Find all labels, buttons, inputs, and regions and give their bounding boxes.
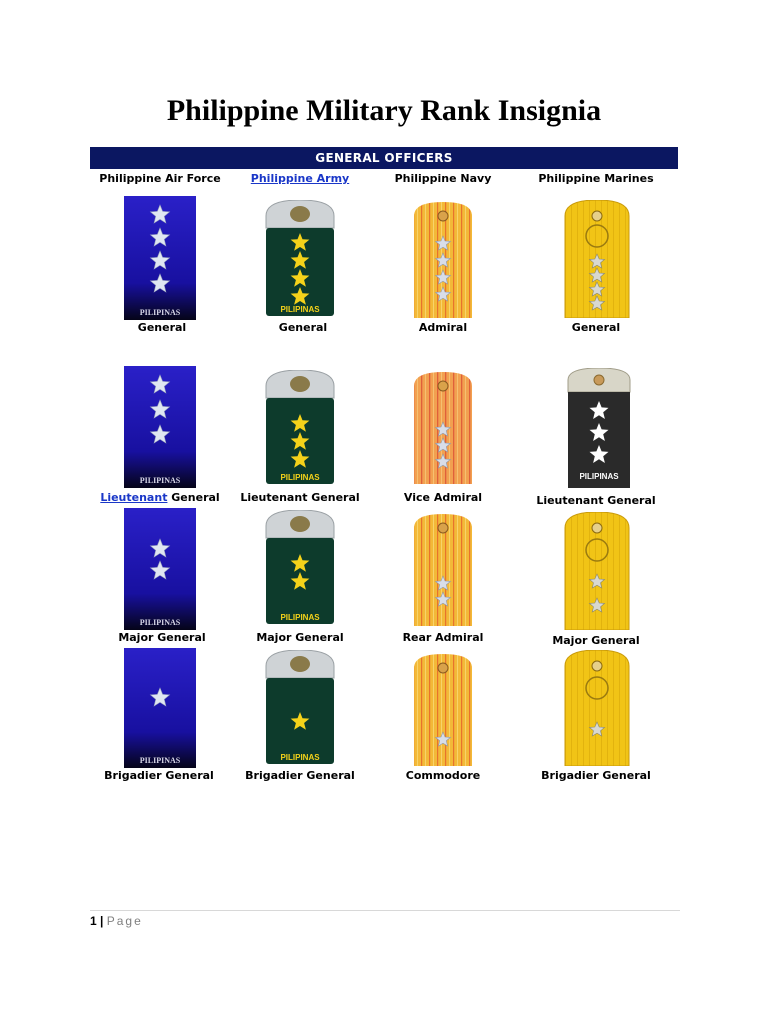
caption-army-general: General — [278, 321, 328, 334]
svg-text:PILIPINAS: PILIPINAS — [280, 613, 320, 622]
svg-text:PILIPINAS: PILIPINAS — [579, 472, 619, 481]
column-header-army-link[interactable]: Philippine Army — [250, 172, 350, 185]
caption-navy-vice-admiral: Vice Admiral — [403, 491, 483, 504]
section-banner: GENERAL OFFICERS — [90, 147, 678, 169]
army-general-insignia — [264, 200, 336, 318]
army-major-general-insignia — [264, 510, 336, 626]
caption-army-lieutenant-general: Lieutenant General — [240, 491, 360, 504]
marines-major-general-insignia — [563, 512, 631, 630]
caption-marines-brigadier-general: Brigadier General — [541, 769, 651, 782]
caption-marines-general: General — [571, 321, 621, 334]
air-force-general-insignia — [122, 196, 198, 320]
caption-army-major-general: Major General — [256, 631, 344, 644]
caption-army-brigadier-general: Brigadier General — [245, 769, 355, 782]
navy-admiral-insignia — [412, 202, 474, 318]
navy-rear-admiral-insignia — [412, 514, 474, 626]
svg-text:PILIPINAS: PILIPINAS — [280, 473, 320, 482]
marines-general-insignia — [563, 200, 631, 318]
lieutenant-link[interactable]: Lieutenant — [100, 491, 168, 504]
column-header-air-force: Philippine Air Force — [99, 172, 221, 185]
caption-navy-commodore: Commodore — [405, 769, 481, 782]
army-lieutenant-general-insignia — [264, 370, 336, 486]
column-header-marines: Philippine Marines — [538, 172, 654, 185]
svg-text:PILIPINAS: PILIPINAS — [139, 308, 181, 317]
caption-air-force-lieutenant-general: Lieutenant General — [100, 491, 220, 504]
caption-air-force-general: General — [137, 321, 187, 334]
page-footer: 1 | Page — [90, 914, 143, 928]
svg-text:PILIPINAS: PILIPINAS — [139, 618, 181, 627]
svg-text:PILIPINAS: PILIPINAS — [139, 756, 181, 765]
column-header-navy: Philippine Navy — [394, 172, 492, 185]
svg-text:PILIPINAS: PILIPINAS — [280, 753, 320, 762]
navy-vice-admiral-insignia — [412, 372, 474, 484]
marines-brigadier-general-insignia — [563, 650, 631, 766]
svg-text:PILIPINAS: PILIPINAS — [280, 305, 320, 314]
caption-marines-lieutenant-general: Lieutenant General — [536, 494, 656, 507]
army-brigadier-general-insignia — [264, 650, 336, 766]
caption-navy-rear-admiral: Rear Admiral — [402, 631, 484, 644]
caption-air-force-brigadier-general: Brigadier General — [104, 769, 214, 782]
caption-air-force-major-general: Major General — [118, 631, 206, 644]
page-number: 1 — [90, 914, 97, 928]
caption-navy-admiral: Admiral — [418, 321, 468, 334]
air-force-brigadier-general-insignia — [122, 648, 198, 768]
svg-text:PILIPINAS: PILIPINAS — [139, 476, 181, 485]
navy-commodore-insignia — [412, 654, 474, 766]
page-label: Page — [106, 914, 143, 928]
page-title: Philippine Military Rank Insignia — [166, 94, 602, 127]
air-force-lieutenant-general-insignia — [122, 366, 198, 488]
caption-marines-major-general: Major General — [552, 634, 640, 647]
marines-lieutenant-general-insignia — [566, 368, 632, 490]
footer-divider — [90, 910, 680, 911]
air-force-major-general-insignia — [122, 508, 198, 630]
